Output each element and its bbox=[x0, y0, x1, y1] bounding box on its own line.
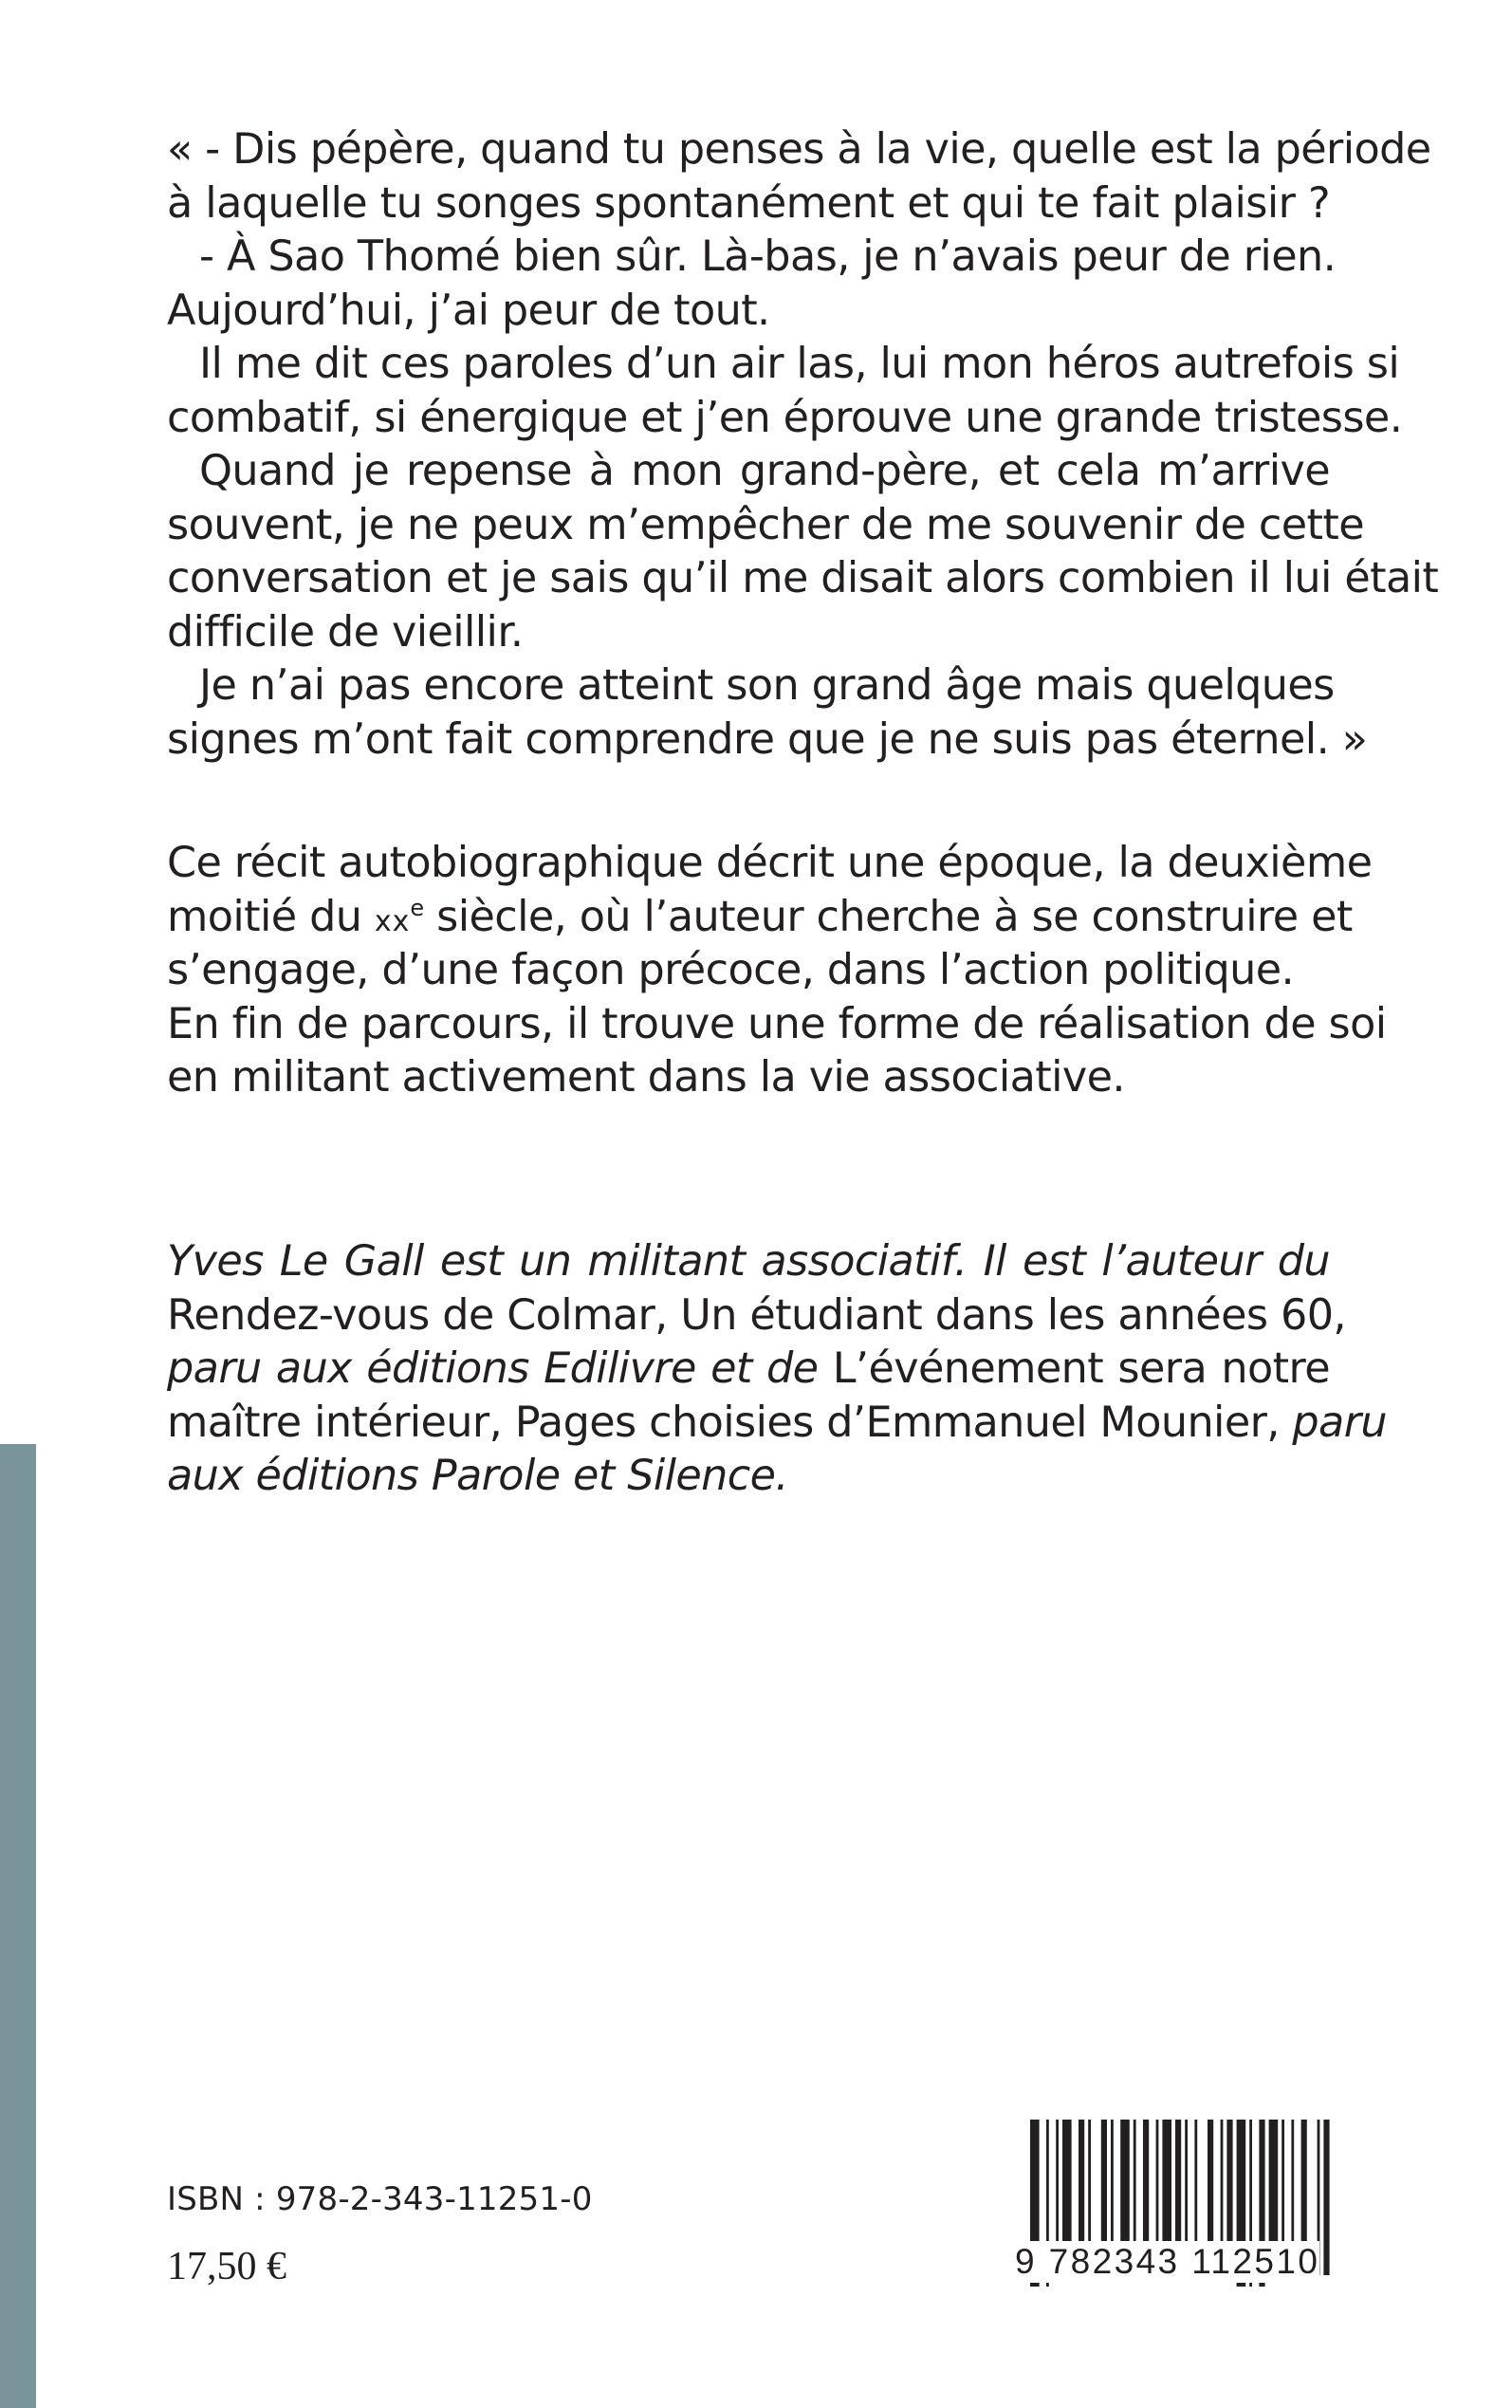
author-text-italic: paru aux éditions Edilivre et de bbox=[167, 1344, 819, 1393]
author-line bbox=[167, 1235, 1330, 1289]
quote-line: Aujourd’hui, j’ai peur de tout. bbox=[167, 286, 770, 335]
century-superscript: e bbox=[410, 894, 424, 921]
barcode-bar bbox=[1323, 2120, 1329, 2275]
summary-line bbox=[167, 891, 1353, 945]
quote-line: Il me dit ces paroles d’un air las, lui mon héros autrefois si bbox=[199, 340, 1400, 388]
quote-excerpt bbox=[167, 123, 1439, 767]
quote-line: - À Sao Thomé bien sûr. Là-bas, je n’avais peur de rien. bbox=[199, 232, 1337, 281]
quote-line: Quand je repense à mon grand-père, et cela m’arrive bbox=[199, 447, 1330, 495]
summary-line: Ce récit autobiographique décrit une époque, la deuxième bbox=[167, 839, 1373, 887]
quote-line: souvent, je ne peux m’empêcher de me souvenir de cette bbox=[167, 500, 1364, 549]
side-color-band bbox=[0, 1444, 36, 2408]
author-name: Yves Le Gall bbox=[167, 1237, 424, 1286]
author-line bbox=[167, 1343, 1330, 1397]
summary-text: moitié du bbox=[167, 892, 375, 941]
author-book-title: maître intérieur, Pages choisies d’Emmanuel Mounier, bbox=[167, 1398, 1280, 1447]
book-summary bbox=[167, 837, 1387, 1105]
isbn-number: ISBN : 978-2-343-11251-0 bbox=[167, 2180, 593, 2218]
author-bio bbox=[167, 1235, 1388, 1504]
author-text-italic: paru bbox=[1279, 1398, 1388, 1447]
quote-line: Je n’ai pas encore atteint son grand âge mais quelques bbox=[199, 661, 1335, 710]
barcode-digits: 9 782343 112510 bbox=[1015, 2242, 1320, 2281]
author-line bbox=[167, 1397, 1388, 1451]
summary-line: En fin de parcours, il trouve une forme de réalisation de soi bbox=[167, 999, 1387, 1048]
quote-line: difficile de vieillir. bbox=[167, 607, 524, 657]
quote-line: « - Dis pépère, quand tu penses à la vie, quelle est la période bbox=[167, 125, 1431, 174]
quote-line: signes m’ont fait comprendre que je ne suis pas éternel. » bbox=[167, 714, 1368, 764]
author-book-title: L’événement sera notre bbox=[818, 1344, 1330, 1393]
summary-line: en militant activement dans la vie associative. bbox=[167, 1053, 1125, 1102]
author-text: est un militant associatif. Il est l’auteur du bbox=[423, 1237, 1330, 1286]
century-numeral: xx bbox=[374, 904, 411, 938]
summary-line: s’engage, d’une façon précoce, dans l’action politique. bbox=[167, 946, 1295, 994]
quote-line: combatif, si énergique et j’en éprouve une grande tristesse. bbox=[167, 393, 1403, 442]
price-label: 17,50 € bbox=[167, 2245, 286, 2288]
quote-line: à laquelle tu songes spontanément et qui te fait plaisir ? bbox=[167, 178, 1330, 228]
summary-text: siècle, où l’auteur cherche à se construire et bbox=[423, 892, 1353, 941]
quote-line: conversation et je sais qu’il me disait alors combien il lui était bbox=[167, 554, 1439, 602]
author-line: aux éditions Parole et Silence. bbox=[167, 1452, 788, 1500]
author-line: Rendez-vous de Colmar, Un étudiant dans les années 60, bbox=[167, 1290, 1346, 1340]
